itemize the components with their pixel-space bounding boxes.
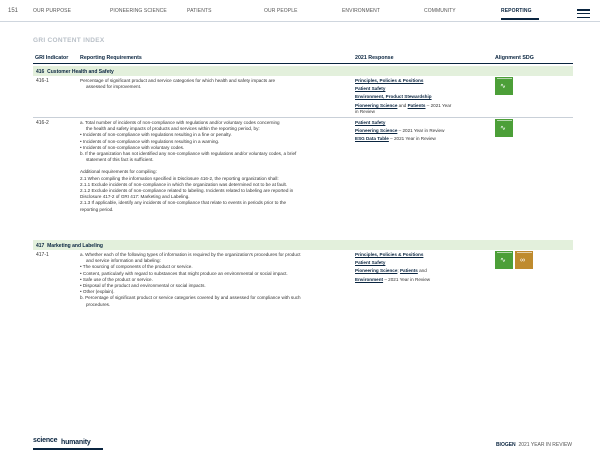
req-line: and service information and labeling:	[86, 258, 161, 264]
nav-pioneering-science[interactable]: PIONEERING SCIENCE	[110, 8, 167, 14]
resp-text: – 2021 Year in Review	[383, 276, 431, 282]
req-line: procedures.	[86, 301, 111, 307]
req-line: reporting period.	[80, 206, 114, 212]
req-line: b. Percentage of significant product or service categories covered by and assessed for compliance with such	[80, 295, 301, 301]
resp-text: and	[397, 102, 408, 108]
header-requirements: Reporting Requirements	[80, 55, 142, 61]
logo-underline	[33, 448, 103, 450]
science-humanity-logo	[33, 437, 113, 451]
req-line: • Incidents of non-compliance with voluntary codes.	[80, 144, 185, 150]
group-code: 416	[36, 68, 45, 75]
req-line: • Disposal of the product and environmental or social impacts.	[80, 283, 206, 289]
req-line: 2.1.1 Exclude incidents of non-compliance in which the organization was determined not to be at fault.	[80, 181, 288, 187]
req-line: Percentage of significant product and service categories for which health and safety impacts are	[80, 78, 276, 83]
response-column	[355, 252, 475, 285]
sdg-12-responsible-consumption-icon: ∞	[515, 251, 533, 269]
link-pioneering-science[interactable]: Pioneering Science	[355, 268, 398, 274]
page-number: 151	[8, 8, 19, 14]
req-line: a. Total number of incidents of non-compliance with regulations and/or voluntary codes concerning	[80, 120, 280, 125]
req-line: Disclosure 417-2 of GRI 417: Marketing and Labeling.	[80, 194, 190, 200]
sdg-3-good-health-icon: ∿	[495, 77, 513, 95]
nav-community[interactable]: COMMUNITY	[424, 8, 456, 14]
footer-company: BIOGEN	[495, 442, 516, 448]
req-line: • Incidents of non-compliance with regulations resulting in a warning.	[80, 138, 220, 144]
link-patients[interactable]: Patients	[407, 102, 426, 108]
req-line: 2.1 When compiling the information specified in Disclosure 416-2, the reporting organization shall:	[80, 175, 279, 181]
resp-text: ;	[397, 268, 400, 274]
req-line: assessed for improvement.	[86, 84, 142, 90]
link-environment[interactable]: Environment	[355, 276, 384, 282]
resp-text: – 2021 Year in Review	[388, 136, 436, 142]
req-line: statement of this fact is sufficient.	[86, 157, 154, 163]
gri-indicator-id: 416-1	[36, 78, 49, 84]
group-band-417	[33, 240, 573, 250]
link-pioneering-science[interactable]: Pioneering Science	[355, 102, 398, 108]
table-row-416-1	[33, 78, 573, 116]
footer-report: 2021 YEAR IN REVIEW	[518, 442, 572, 448]
resp-text: and	[417, 268, 427, 274]
logo-text-science: science	[33, 437, 58, 444]
reporting-requirements	[80, 252, 350, 308]
req-line: • Incidents of non-compliance with regulations resulting in a fine or penalty.	[80, 132, 232, 138]
gri-indicator-id: 417-1	[36, 252, 49, 258]
gri-indicator-id: 416-2	[36, 120, 49, 126]
link-patient-safety[interactable]: Patient Safety	[355, 260, 386, 266]
resp-text: in Review	[355, 108, 375, 114]
table-header	[33, 52, 573, 64]
top-navigation	[0, 0, 600, 22]
req-line: • Other (explain).	[80, 289, 115, 295]
sdg-3-good-health-icon: ∿	[495, 251, 513, 269]
logo-text-humanity: humanity	[61, 439, 91, 446]
reporting-requirements	[80, 78, 350, 90]
link-principles-policies[interactable]: Principles, Policies & Positions	[355, 78, 424, 83]
nav-our-people[interactable]: OUR PEOPLE	[264, 8, 298, 14]
link-principles-policies[interactable]: Principles, Policies & Positions	[355, 252, 424, 257]
row-divider	[33, 117, 573, 118]
group-title: Marketing and Labeling	[47, 242, 103, 249]
group-code: 417	[36, 242, 45, 249]
header-response: 2021 Response	[355, 55, 394, 61]
req-line: Additional requirements for compiling:	[80, 169, 157, 175]
link-esg-data-table[interactable]: ESG Data Table	[355, 136, 389, 142]
resp-text: – 2021 Year in Review	[397, 128, 445, 134]
reporting-requirements	[80, 120, 350, 213]
table-row-417-1	[33, 252, 573, 322]
hamburger-menu-icon[interactable]	[577, 9, 590, 18]
link-patient-safety[interactable]: Patient Safety	[355, 86, 386, 92]
header-sdg: Alignment SDG	[495, 55, 534, 61]
group-band-416	[33, 66, 573, 76]
nav-patients[interactable]: PATIENTS	[187, 8, 212, 14]
group-title: Customer Health and Safety	[47, 68, 114, 75]
table-row-416-2	[33, 120, 573, 238]
response-column	[355, 120, 475, 145]
response-column	[355, 78, 475, 115]
nav-our-purpose[interactable]: OUR PURPOSE	[33, 8, 72, 14]
req-line: b. If the organization has not identified any non-compliance with regulations and/or voluntary codes, a brief	[80, 151, 297, 157]
req-line: 2.1.2 Exclude incidents of non-compliance related to labeling. Incidents related to labeling are reported in	[80, 188, 294, 194]
req-line: • The sourcing of components of the product or service.	[80, 264, 193, 270]
link-environment-product-stewardship[interactable]: Environment, Product Stewardship	[355, 94, 432, 100]
link-patients[interactable]: Patients	[399, 268, 418, 274]
req-line: a. Whether each of the following types of information is required by the organization's procedures for product	[80, 252, 301, 257]
header-indicator: GRI Indicator	[35, 55, 69, 61]
req-line: • Safe use of the product or service.	[80, 276, 153, 282]
req-line: the health and safety impacts of products and services within the reporting period, by:	[86, 126, 260, 132]
active-tab-indicator	[501, 18, 539, 20]
footer-report-title	[496, 442, 572, 448]
nav-reporting[interactable]: REPORTING	[501, 8, 532, 14]
sdg-3-good-health-icon: ∿	[495, 119, 513, 137]
nav-environment[interactable]: ENVIRONMENT	[342, 8, 381, 14]
req-line: 2.1.3 If applicable, identify any incidents of non-compliance that relate to events in periods prior to the	[80, 200, 287, 206]
link-pioneering-science[interactable]: Pioneering Science	[355, 128, 398, 134]
section-title: GRI CONTENT INDEX	[33, 37, 105, 44]
resp-text: – 2021 Year	[425, 102, 452, 108]
req-line: • Content, particularly with regard to substances that might produce an environmental or social impact.	[80, 270, 288, 276]
link-patient-safety[interactable]: Patient Safety	[355, 120, 386, 125]
